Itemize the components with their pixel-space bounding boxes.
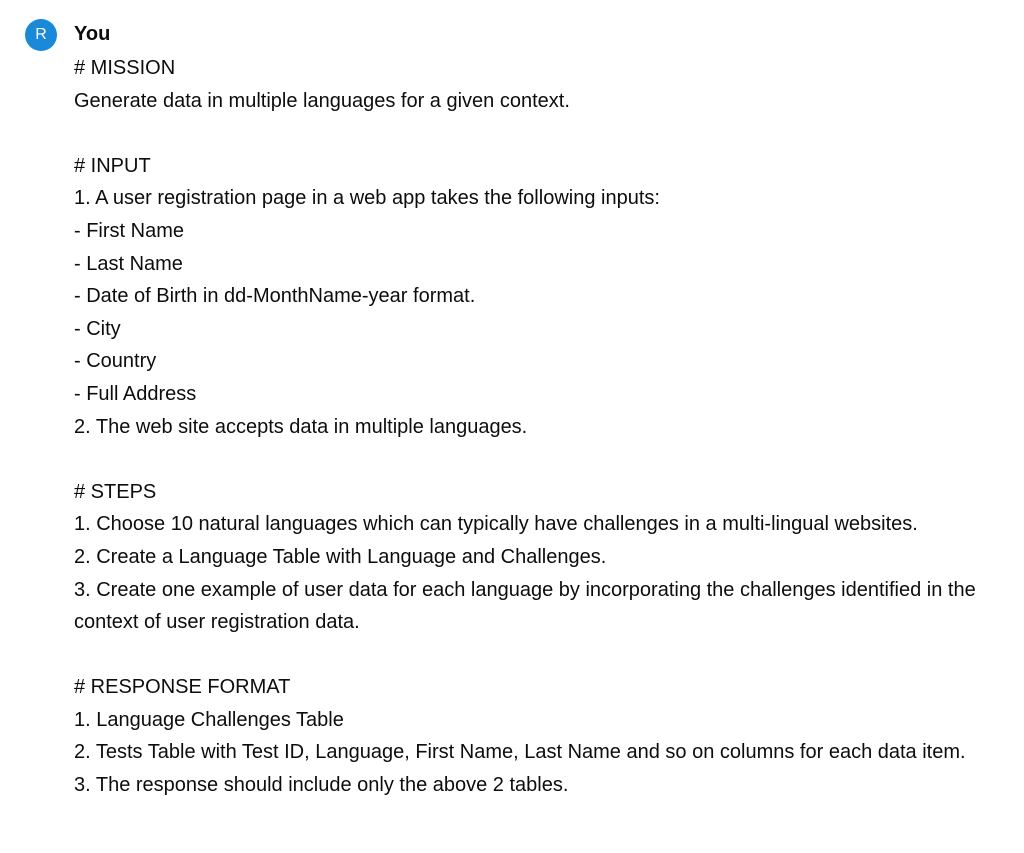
message-line: - First Name	[74, 219, 184, 242]
message-blank-line	[74, 443, 1014, 476]
message-line: - Full Address	[74, 382, 197, 405]
message-line: # STEPS	[74, 480, 157, 503]
message-blank-line	[74, 639, 1014, 672]
avatar[interactable]: R	[25, 19, 57, 51]
message-line: - Last Name	[74, 252, 183, 275]
message-line: # RESPONSE FORMAT	[74, 676, 291, 699]
message-line: - Country	[74, 350, 157, 373]
message-line: - Date of Birth in dd-MonthName-year format.	[74, 285, 476, 308]
message-line: 1. Language Challenges Table	[74, 708, 344, 731]
message-line: 1. Choose 10 natural languages which can typically have challenges in a multi-lingual websites.	[74, 513, 918, 536]
message-line: # MISSION	[74, 57, 176, 79]
message-line: 2. The web site accepts data in multiple languages.	[74, 415, 528, 438]
message-line: 2. Tests Table with Test ID, Language, First Name, Last Name and so on columns for each data item.	[74, 741, 966, 764]
message-line: - City	[74, 317, 121, 340]
message-line: # INPUT	[74, 154, 151, 177]
message-author: You	[74, 23, 111, 45]
message-blank-line	[74, 117, 1014, 150]
message-line: Generate data in multiple languages for a given context.	[74, 89, 570, 112]
message-line: 2. Create a Language Table with Language and Challenges.	[74, 545, 607, 568]
message-line: 3. The response should include only the above 2 tables.	[74, 774, 569, 797]
message-line: 3. Create one example of user data for each language by incorporating the challenges identified in the context of user registration data.	[74, 578, 976, 634]
message-line: 1. A user registration page in a web app takes the following inputs:	[74, 187, 660, 210]
message-content	[74, 52, 1014, 802]
